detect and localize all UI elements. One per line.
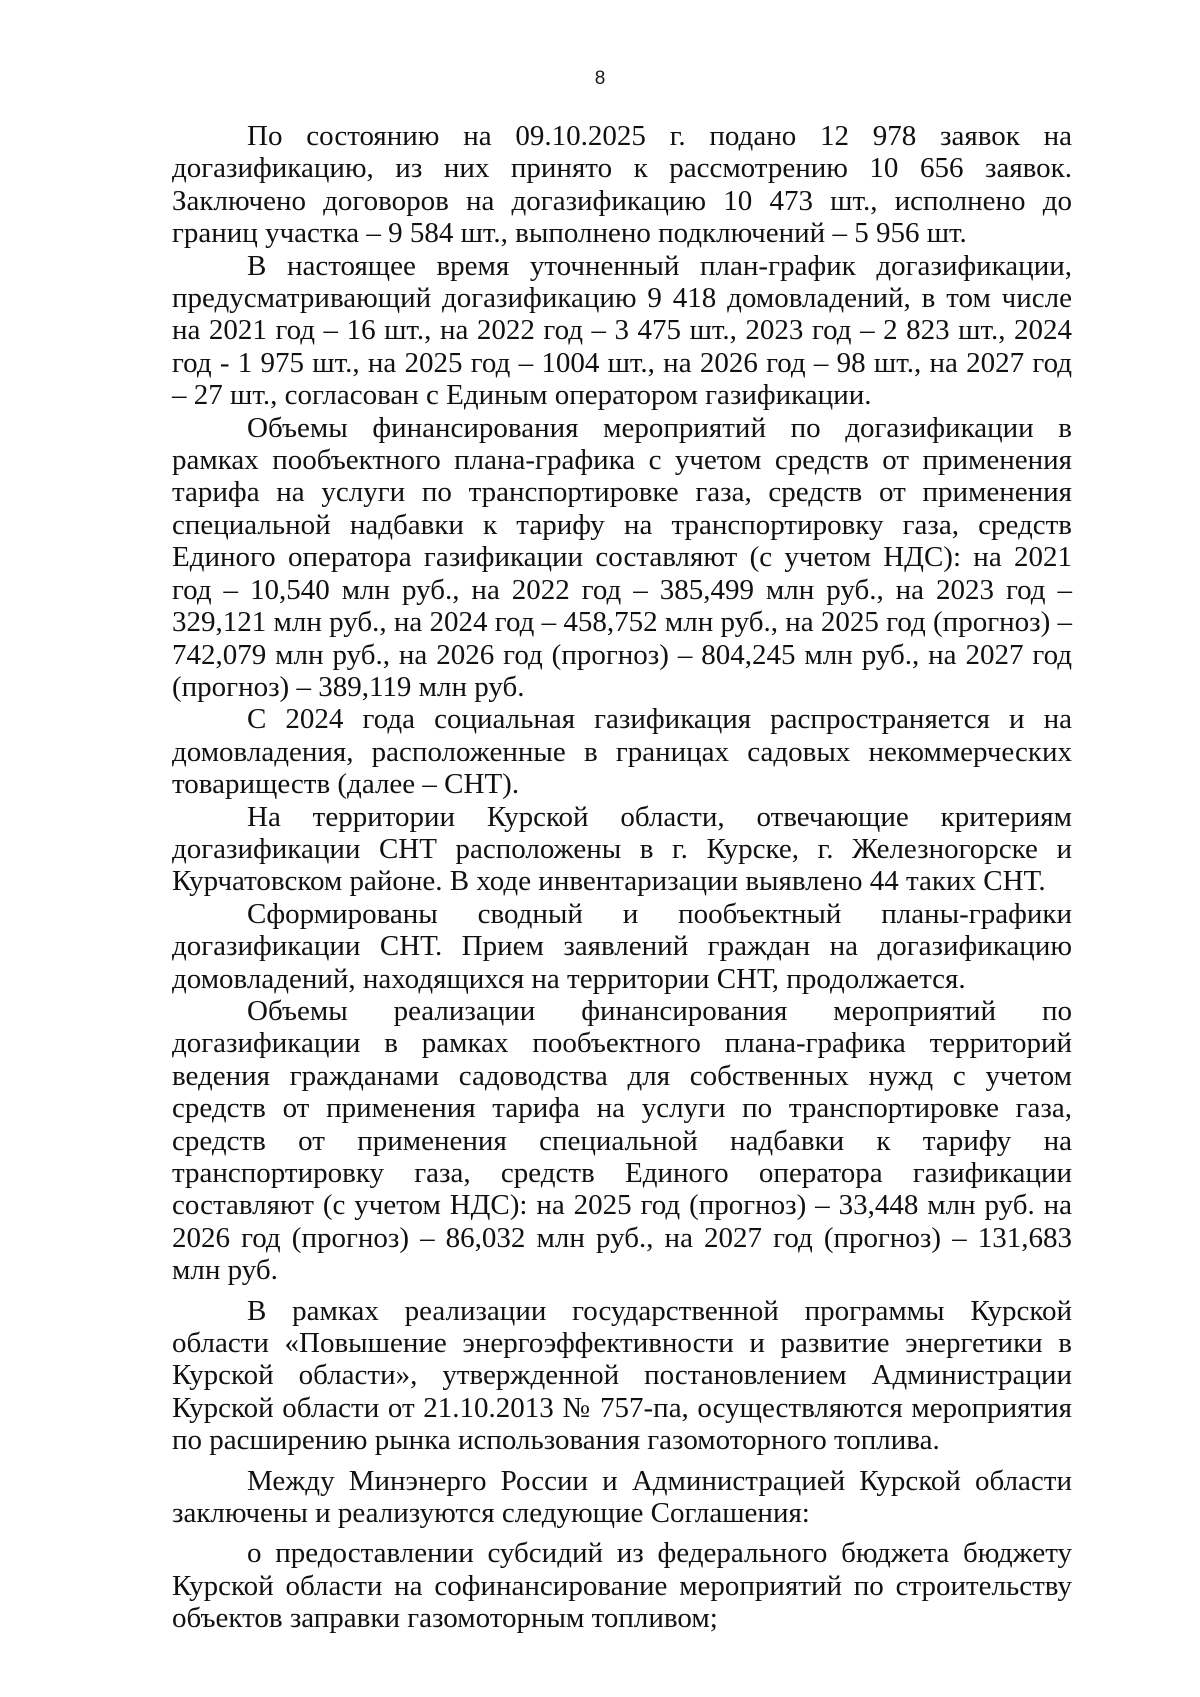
paragraph-snt-intro: С 2024 года социальная газификация распространяется и на домовладения, расположенные в границах садовых некоммерческих товариществ (далее – СНТ).: [172, 703, 1072, 801]
paragraph-state-program: В рамках реализации государственной программы Курской области «Повышение энергоэффективности и развитие энергетики в Курской области», утвержденной постановлением Администрации Курской области от 21.10.2013 № 757-па, осуществляются мероприятия по расширению рынка использования газомоторного топлива.: [172, 1294, 1072, 1457]
document-body: [172, 120, 1072, 1635]
paragraph-snt-schedules: Сформированы сводный и пообъектный планы-графики догазификации СНТ. Прием заявлений граждан на догазификацию домовладений, находящихся на территории СНТ, продолжается.: [172, 897, 1072, 995]
paragraph-applications-status: По состоянию на 09.10.2025 г. подано 12 978 заявок на догазификацию, из них принято к рассмотрению 10 656 заявок. Заключено договоров на догазификацию 10 473 шт., исполнено до границ участка – 9 584 шт., выполнено подключений – 5 956 шт.: [172, 120, 1072, 250]
page-number: 8: [594, 68, 606, 89]
paragraph-agreements: Между Минэнерго России и Администрацией Курской области заключены и реализуются следующие Соглашения:: [172, 1464, 1072, 1530]
paragraph-snt-financing: Объемы реализации финансирования мероприятий по догазификации в рамках пообъектного плана-графика территорий ведения гражданами садоводства для собственных нужд с учетом средств от применения тарифа на услуги по транспортировке газа, средств от применения специальной надбавки к тарифу на транспортировку газа, средств Единого оператора газификации составляют (с учетом НДС): на 2025 год (прогноз) – 33,448 млн руб. на 2026 год (прогноз) – 86,032 млн руб., на 2027 год (прогноз) – 131,683 млн руб.: [172, 994, 1072, 1287]
paragraph-snt-territory: На территории Курской области, отвечающие критериям догазификации СНТ расположены в г. Курске, г. Железногорске и Курчатовском районе. В ходе инвентаризации выявлено 44 таких СНТ.: [172, 800, 1072, 898]
paragraph-schedule-plan: В настоящее время уточненный план-график догазификации, предусматривающий догазификацию 9 418 домовладений, в том числе на 2021 год – 16 шт., на 2022 год – 3 475 шт., 2023 год – 2 823 шт., 2024 год - 1 975 шт., на 2025 год – 1004 шт., на 2026 год – 98 шт., на 2027 год – 27 шт., согласован с Единым оператором газификации.: [172, 249, 1072, 412]
paragraph-subsidies: о предоставлении субсидий из федерального бюджета бюджету Курской области на софинансирование мероприятий по строительству объектов заправки газомоторным топливом;: [172, 1537, 1072, 1635]
paragraph-financing-volumes: Объемы финансирования мероприятий по догазификации в рамках пообъектного плана-графика с учетом средств от применения тарифа на услуги по транспортировке газа, средств от применения специальной надбавки к тарифу на транспортировку газа, средств Единого оператора газификации составляют (с учетом НДС): на 2021 год – 10,540 млн руб., на 2022 год – 385,499 млн руб., на 2023 год – 329,121 млн руб., на 2024 год – 458,752 млн руб., на 2025 год (прогноз) – 742,079 млн руб., на 2026 год (прогноз) – 804,245 млн руб., на 2027 год (прогноз) – 389,119 млн руб.: [172, 411, 1072, 703]
